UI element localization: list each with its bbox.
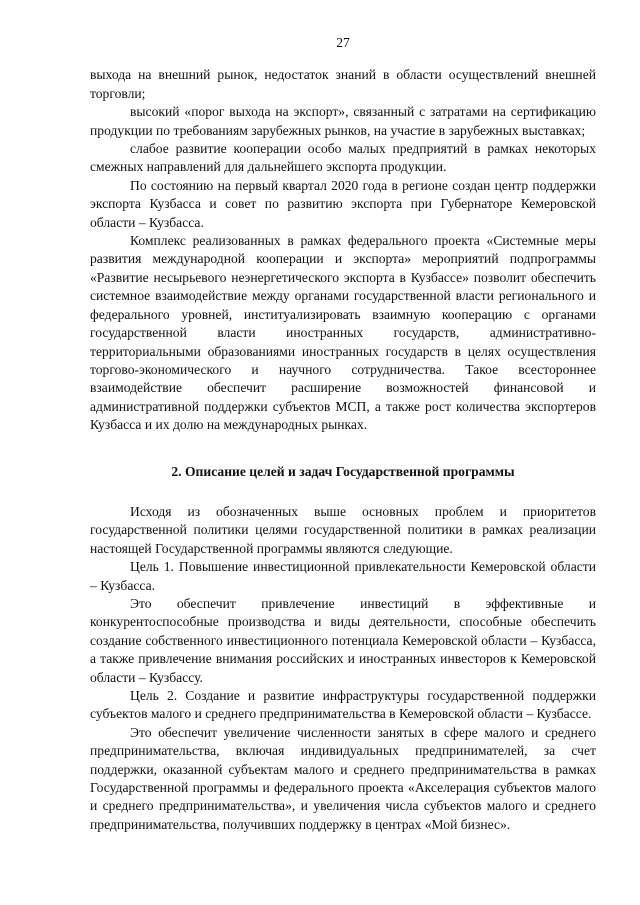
paragraph: Это обеспечит увеличение численности занятых в сфере малого и среднего предпринимательства, включая индивидуальных предпринимателей, за счет поддержки, оказанной субъектам малого и среднего предпринимательства в рамках Государственной программы и федерального проекта «Акселерация субъектов малого и среднего предпринимательства», и увеличения числа субъектов малого и среднего предпринимательства, получивших поддержку в центрах «Мой бизнес».	[90, 724, 596, 832]
paragraphs-after	[90, 503, 596, 834]
paragraph: выхода на внешний рынок, недостаток знаний в области осуществлений внешней торговли;	[90, 67, 596, 101]
paragraph: Цель 1. Повышение инвестиционной привлекательности Кемеровской области – Кузбасса.	[90, 559, 596, 593]
paragraph: высокий «порог выхода на экспорт», связанный с затратами на сертификацию продукции по требованиям зарубежных рынков, на участие в зарубежных выставках;	[90, 104, 596, 138]
paragraph: слабое развитие кооперации особо малых предприятий в рамках некоторых смежных направлений для дальнейшего экспорта продукции.	[90, 141, 596, 175]
document-page	[90, 34, 596, 834]
paragraphs-before	[90, 66, 596, 434]
paragraph: Комплекс реализованных в рамках федерального проекта «Системные меры развития международной кооперации и экспорта» мероприятий подпрограммы «Развитие несырьевого неэнергетического экспорта в Кузбассе» позволит обеспечить системное взаимодействие между органами государственной власти регионального и федерального уровней, институализировать взаимную кооперацию с органами государственной власти иностранных государств, административно-территориальными образованиями иностранных государств в целях осуществления торгово-экономического и научного сотрудничества. Такое всестороннее взаимодействие обеспечит расширение возможностей финансовой и административной поддержки субъектов МСП, а также рост количества экспортеров Кузбасса и их долю на международных рынках.	[90, 233, 596, 433]
paragraph: По состоянию на первый квартал 2020 года в регионе создан центр поддержки экспорта Кузбасса и совет по развитию экспорта при Губернаторе Кемеровской области – Кузбасса.	[90, 177, 596, 230]
section-heading: 2. Описание целей и задач Государственной программы	[171, 463, 515, 479]
paragraph: Исходя из обозначенных выше основных проблем и приоритетов государственной политики целями государственной политики в рамках реализации настоящей Государственной программы являются следующие.	[90, 503, 596, 556]
paragraph: Цель 2. Создание и развитие инфраструктуры государственной поддержки субъектов малого и среднего предпринимательства в Кемеровской области – Кузбассе.	[90, 688, 596, 722]
page-number: 27	[336, 35, 350, 50]
paragraph: Это обеспечит привлечение инвестиций в эффективные и конкурентоспособные производства и виды деятельности, способные обеспечить создание собственного инвестиционного потенциала Кемеровской области – Кузбасса, а также привлечение внимания российских и иностранных инвесторов к Кемеровской области – Кузбассу.	[90, 595, 596, 685]
